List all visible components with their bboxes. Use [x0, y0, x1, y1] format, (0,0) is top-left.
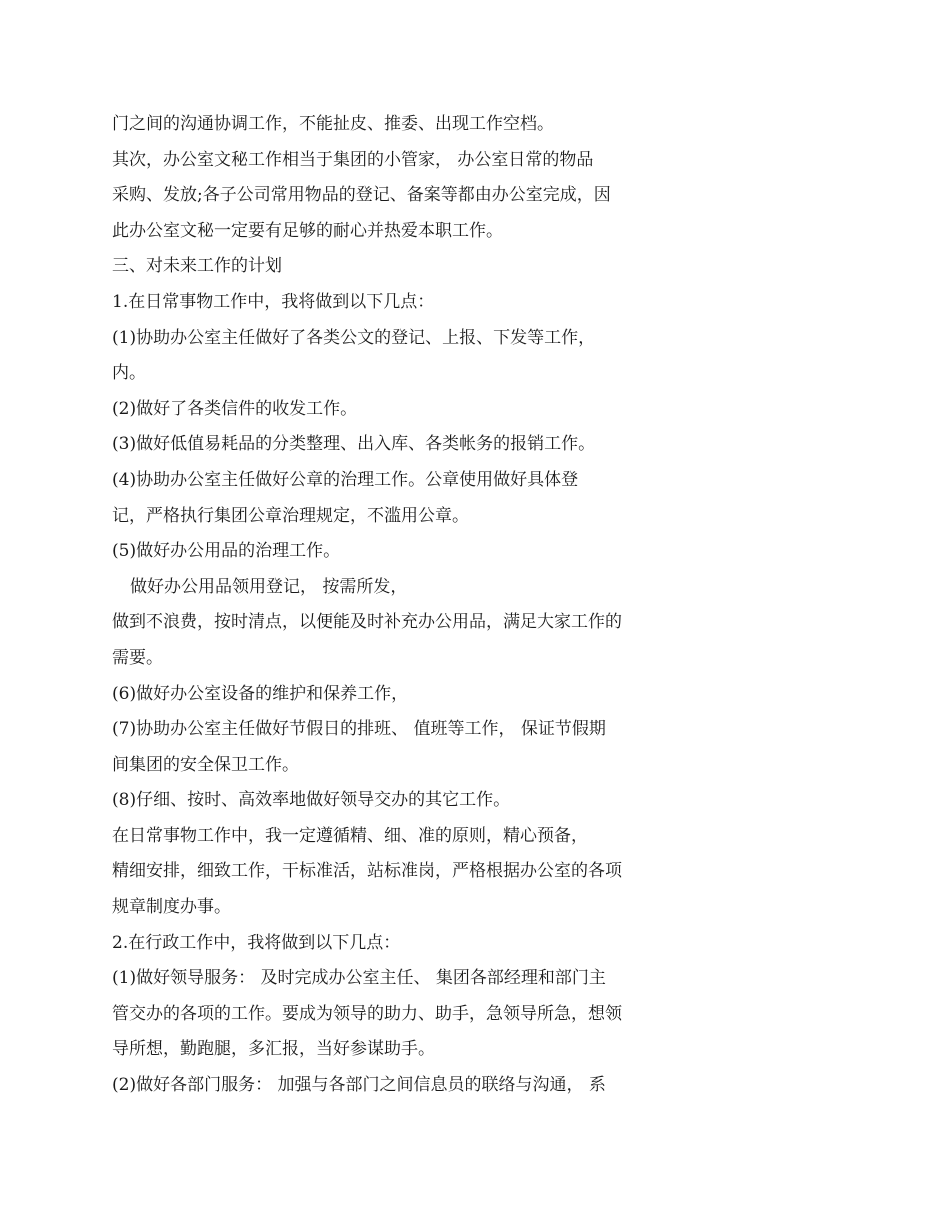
text-line: 其次，办公室文秘工作相当于集团的小管家， 办公室日常的物品 — [112, 149, 594, 170]
list-item: (2)做好了各类信件的收发工作。 — [112, 398, 358, 419]
text-line: 采购、发放;各子公司常用物品的登记、备案等都由办公室完成，因 — [112, 185, 611, 206]
text-line: 内。 — [112, 363, 146, 384]
list-item: (1)协助办公室主任做好了各类公文的登记、上报、下发等工作， — [112, 327, 596, 348]
subsection-heading: 1.在日常事物工作中，我将做到以下几点： — [112, 291, 435, 312]
text-line: 此办公室文秘一定要有足够的耐心并热爱本职工作。 — [112, 220, 503, 241]
list-item: (5)做好办公用品的治理工作。 — [112, 541, 341, 562]
subsection-heading: 2.在行政工作中，我将做到以下几点： — [112, 932, 401, 953]
text-line: 在日常事物工作中，我一定遵循精、细、准的原则，精心预备， — [112, 825, 588, 846]
text-line: 记，严格执行集团公章治理规定，不滥用公章。 — [112, 505, 469, 526]
section-heading: 三、对未来工作的计划 — [112, 256, 282, 277]
text-line: 做好办公用品领用登记， 按需所发， — [130, 576, 408, 597]
list-item: (1)做好领导服务： 及时完成办公室主任、 集团各部经理和部门主 — [112, 968, 606, 989]
list-item: (2)做好各部门服务： 加强与各部门之间信息员的联络与沟通， 系 — [112, 1075, 606, 1096]
text-line: 需要。 — [112, 647, 163, 668]
text-line: 做到不浪费，按时清点，以便能及时补充办公用品，满足大家工作的 — [112, 612, 622, 633]
list-item: (7)协助办公室主任做好节假日的排班、 值班等工作， 保证节假期 — [112, 719, 606, 740]
text-line: 门之间的沟通协调工作，不能扯皮、推委、出现工作空档。 — [112, 114, 554, 134]
document-body — [112, 107, 692, 1104]
text-line: 管交办的各项的工作。要成为领导的助力、助手，急领导所急，想领 — [112, 1003, 622, 1024]
text-line: 规章制度办事。 — [112, 897, 231, 918]
list-item: (8)仔细、按时、高效率地做好领导交办的其它工作。 — [112, 790, 511, 811]
list-item: (4)协助办公室主任做好公章的治理工作。公章使用做好具体登 — [112, 469, 579, 490]
list-item: (3)做好低值易耗品的分类整理、出入库、各类帐务的报销工作。 — [112, 434, 596, 455]
text-line: 精细安排，细致工作，干标准活，站标准岗，严格根据办公室的各项 — [112, 861, 622, 882]
text-line: 间集团的安全保卫工作。 — [112, 754, 299, 775]
list-item: (6)做好办公室设备的维护和保养工作， — [112, 683, 409, 704]
text-line: 导所想，勤跑腿，多汇报，当好参谋助手。 — [112, 1039, 435, 1060]
